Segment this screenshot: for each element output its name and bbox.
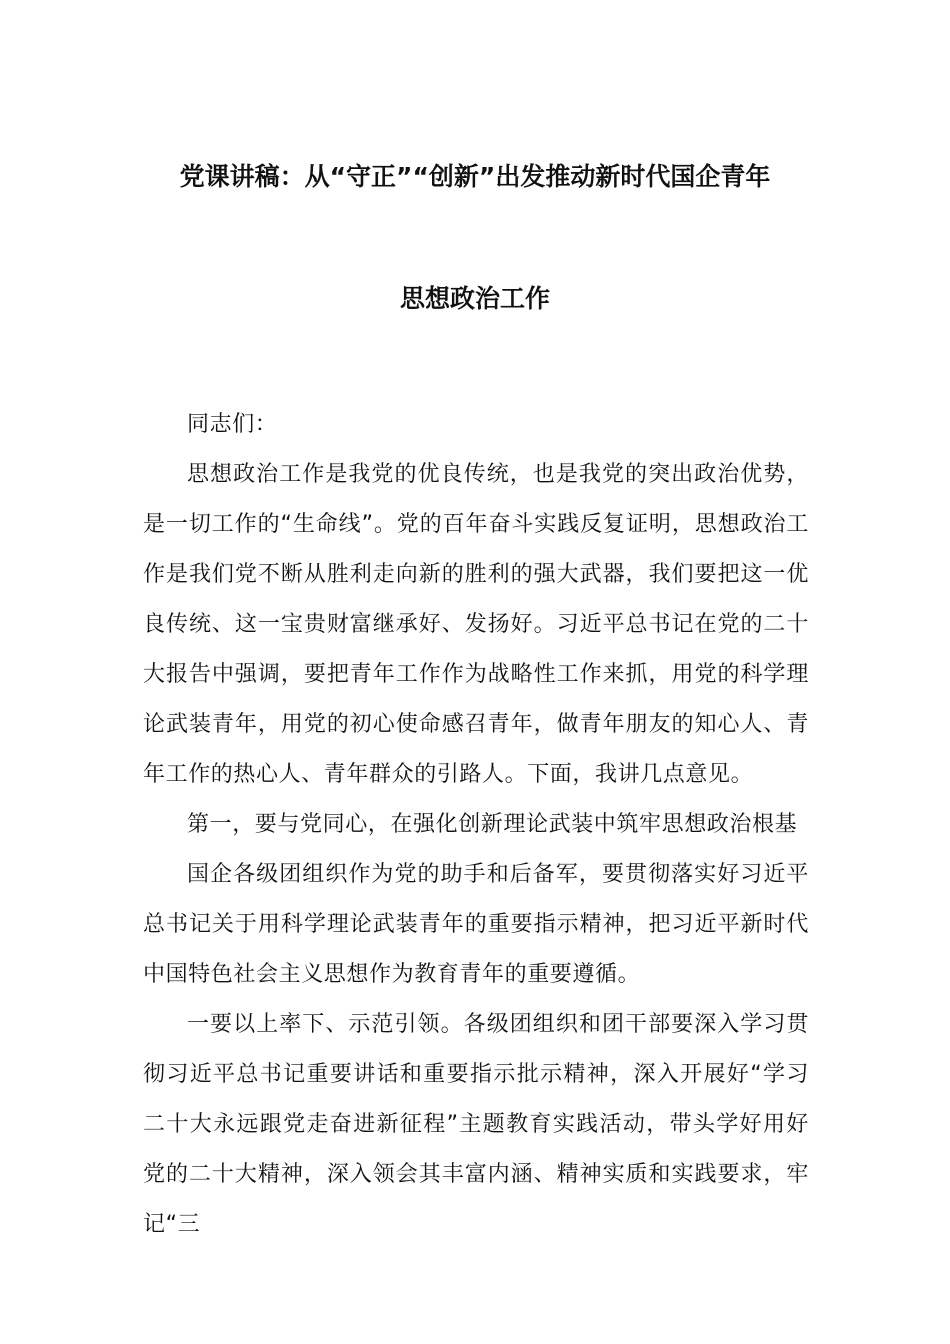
document-title-line-2: 思想政治工作 [399,284,550,313]
document-body [143,400,809,1250]
paragraph-point-1: 一要以上率下、示范引领。各级团组织和团干部要深入学习贯彻习近平总书记重要讲话和重要指示批示精神，深入开展好“学习二十大永远跟党走奋进新征程”主题教育实践活动，带头学好用好党的二十大精神，深入领会其丰富内涵、精神实质和实践要求，牢记“三 [143,1012,809,1237]
salutation: 同志们： [187,412,278,437]
paragraph-intro: 思想政治工作是我党的优良传统，也是我党的突出政治优势，是一切工作的“生命线”。党的百年奋斗实践反复证明，思想政治工作是我们党不断从胜利走向新的胜利的强大武器，我们要把这一优良传统、这一宝贵财富继承好、发扬好。习近平总书记在党的二十大报告中强调，要把青年工作作为战略性工作来抓，用党的科学理论武装青年，用党的初心使命感召青年，做青年朋友的知心人、青年工作的热心人、青年群众的引路人。下面，我讲几点意见。 [143,462,809,787]
document-title-line-1: 党课讲稿：从“守正”“创新”出发推动新时代国企青年 [179,162,771,191]
section-heading-1: 第一，要与党同心，在强化创新理论武装中筑牢思想政治根基 [187,812,798,837]
paragraph-section-1: 国企各级团组织作为党的助手和后备军，要贯彻落实好习近平总书记关于用科学理论武装青年的重要指示精神，把习近平新时代中国特色社会主义思想作为教育青年的重要遵循。 [143,862,809,987]
